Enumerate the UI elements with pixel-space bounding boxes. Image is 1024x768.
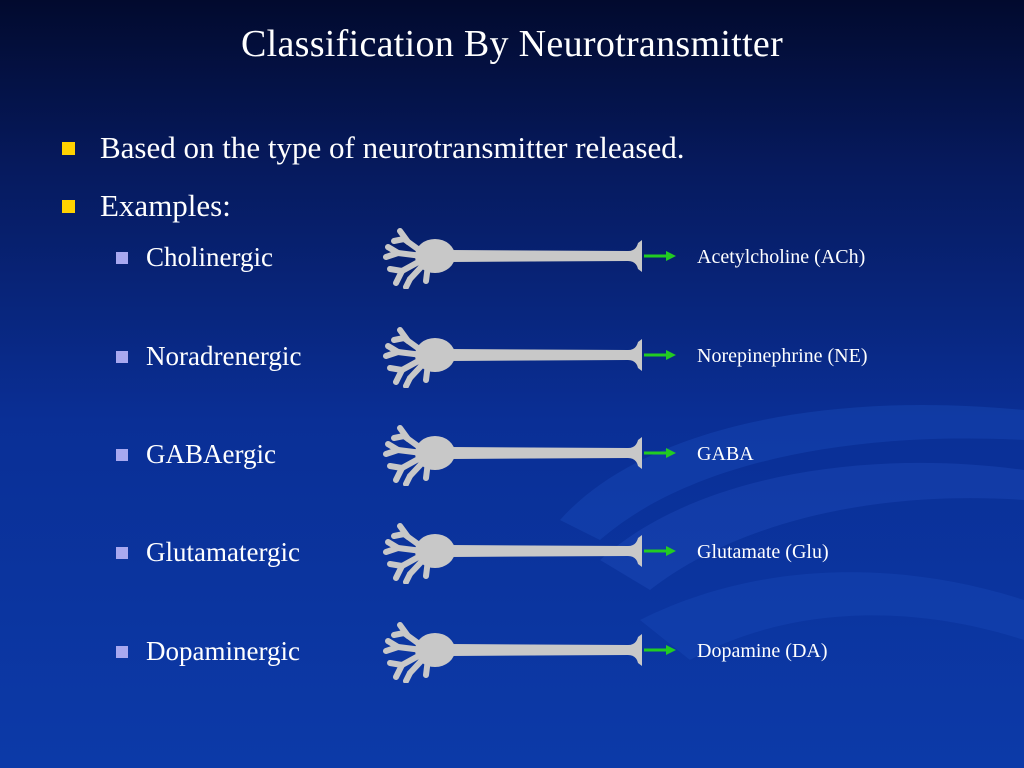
lavender-square-bullet-icon bbox=[116, 646, 128, 658]
class-label: Cholinergic bbox=[146, 242, 273, 272]
lavender-square-bullet-icon bbox=[116, 547, 128, 559]
neuron-icon bbox=[370, 522, 690, 584]
bullet-text: Based on the type of neurotransmitter released. bbox=[100, 130, 685, 165]
neuron-icon bbox=[370, 424, 690, 486]
neurotransmitter-label: Glutamate (Glu) bbox=[697, 541, 829, 563]
neuron-icon bbox=[370, 227, 690, 289]
slide-title: Classification By Neurotransmitter bbox=[240, 23, 784, 65]
neurotransmitter-label: GABA bbox=[697, 443, 754, 465]
neurotransmitter-label: Acetylcholine (ACh) bbox=[697, 246, 866, 268]
class-label: Glutamatergic bbox=[146, 537, 300, 567]
neuron-icon bbox=[370, 326, 690, 388]
classification-row bbox=[0, 634, 1024, 694]
classification-row bbox=[0, 437, 1024, 497]
lavender-square-bullet-icon bbox=[116, 252, 128, 264]
neurotransmitter-label: Dopamine (DA) bbox=[697, 640, 828, 662]
yellow-square-bullet-icon bbox=[62, 142, 75, 155]
neurotransmitter-label: Norepinephrine (NE) bbox=[697, 345, 868, 367]
neuron-icon bbox=[370, 621, 690, 683]
class-label: Dopaminergic bbox=[146, 636, 300, 666]
classification-row bbox=[0, 240, 1024, 300]
class-label: Noradrenergic bbox=[146, 341, 302, 371]
lavender-square-bullet-icon bbox=[116, 351, 128, 363]
classification-row bbox=[0, 535, 1024, 595]
classification-row bbox=[0, 339, 1024, 399]
lavender-square-bullet-icon bbox=[116, 449, 128, 461]
yellow-square-bullet-icon bbox=[62, 200, 75, 213]
bullet-text: Examples: bbox=[100, 188, 231, 223]
class-label: GABAergic bbox=[146, 439, 276, 469]
